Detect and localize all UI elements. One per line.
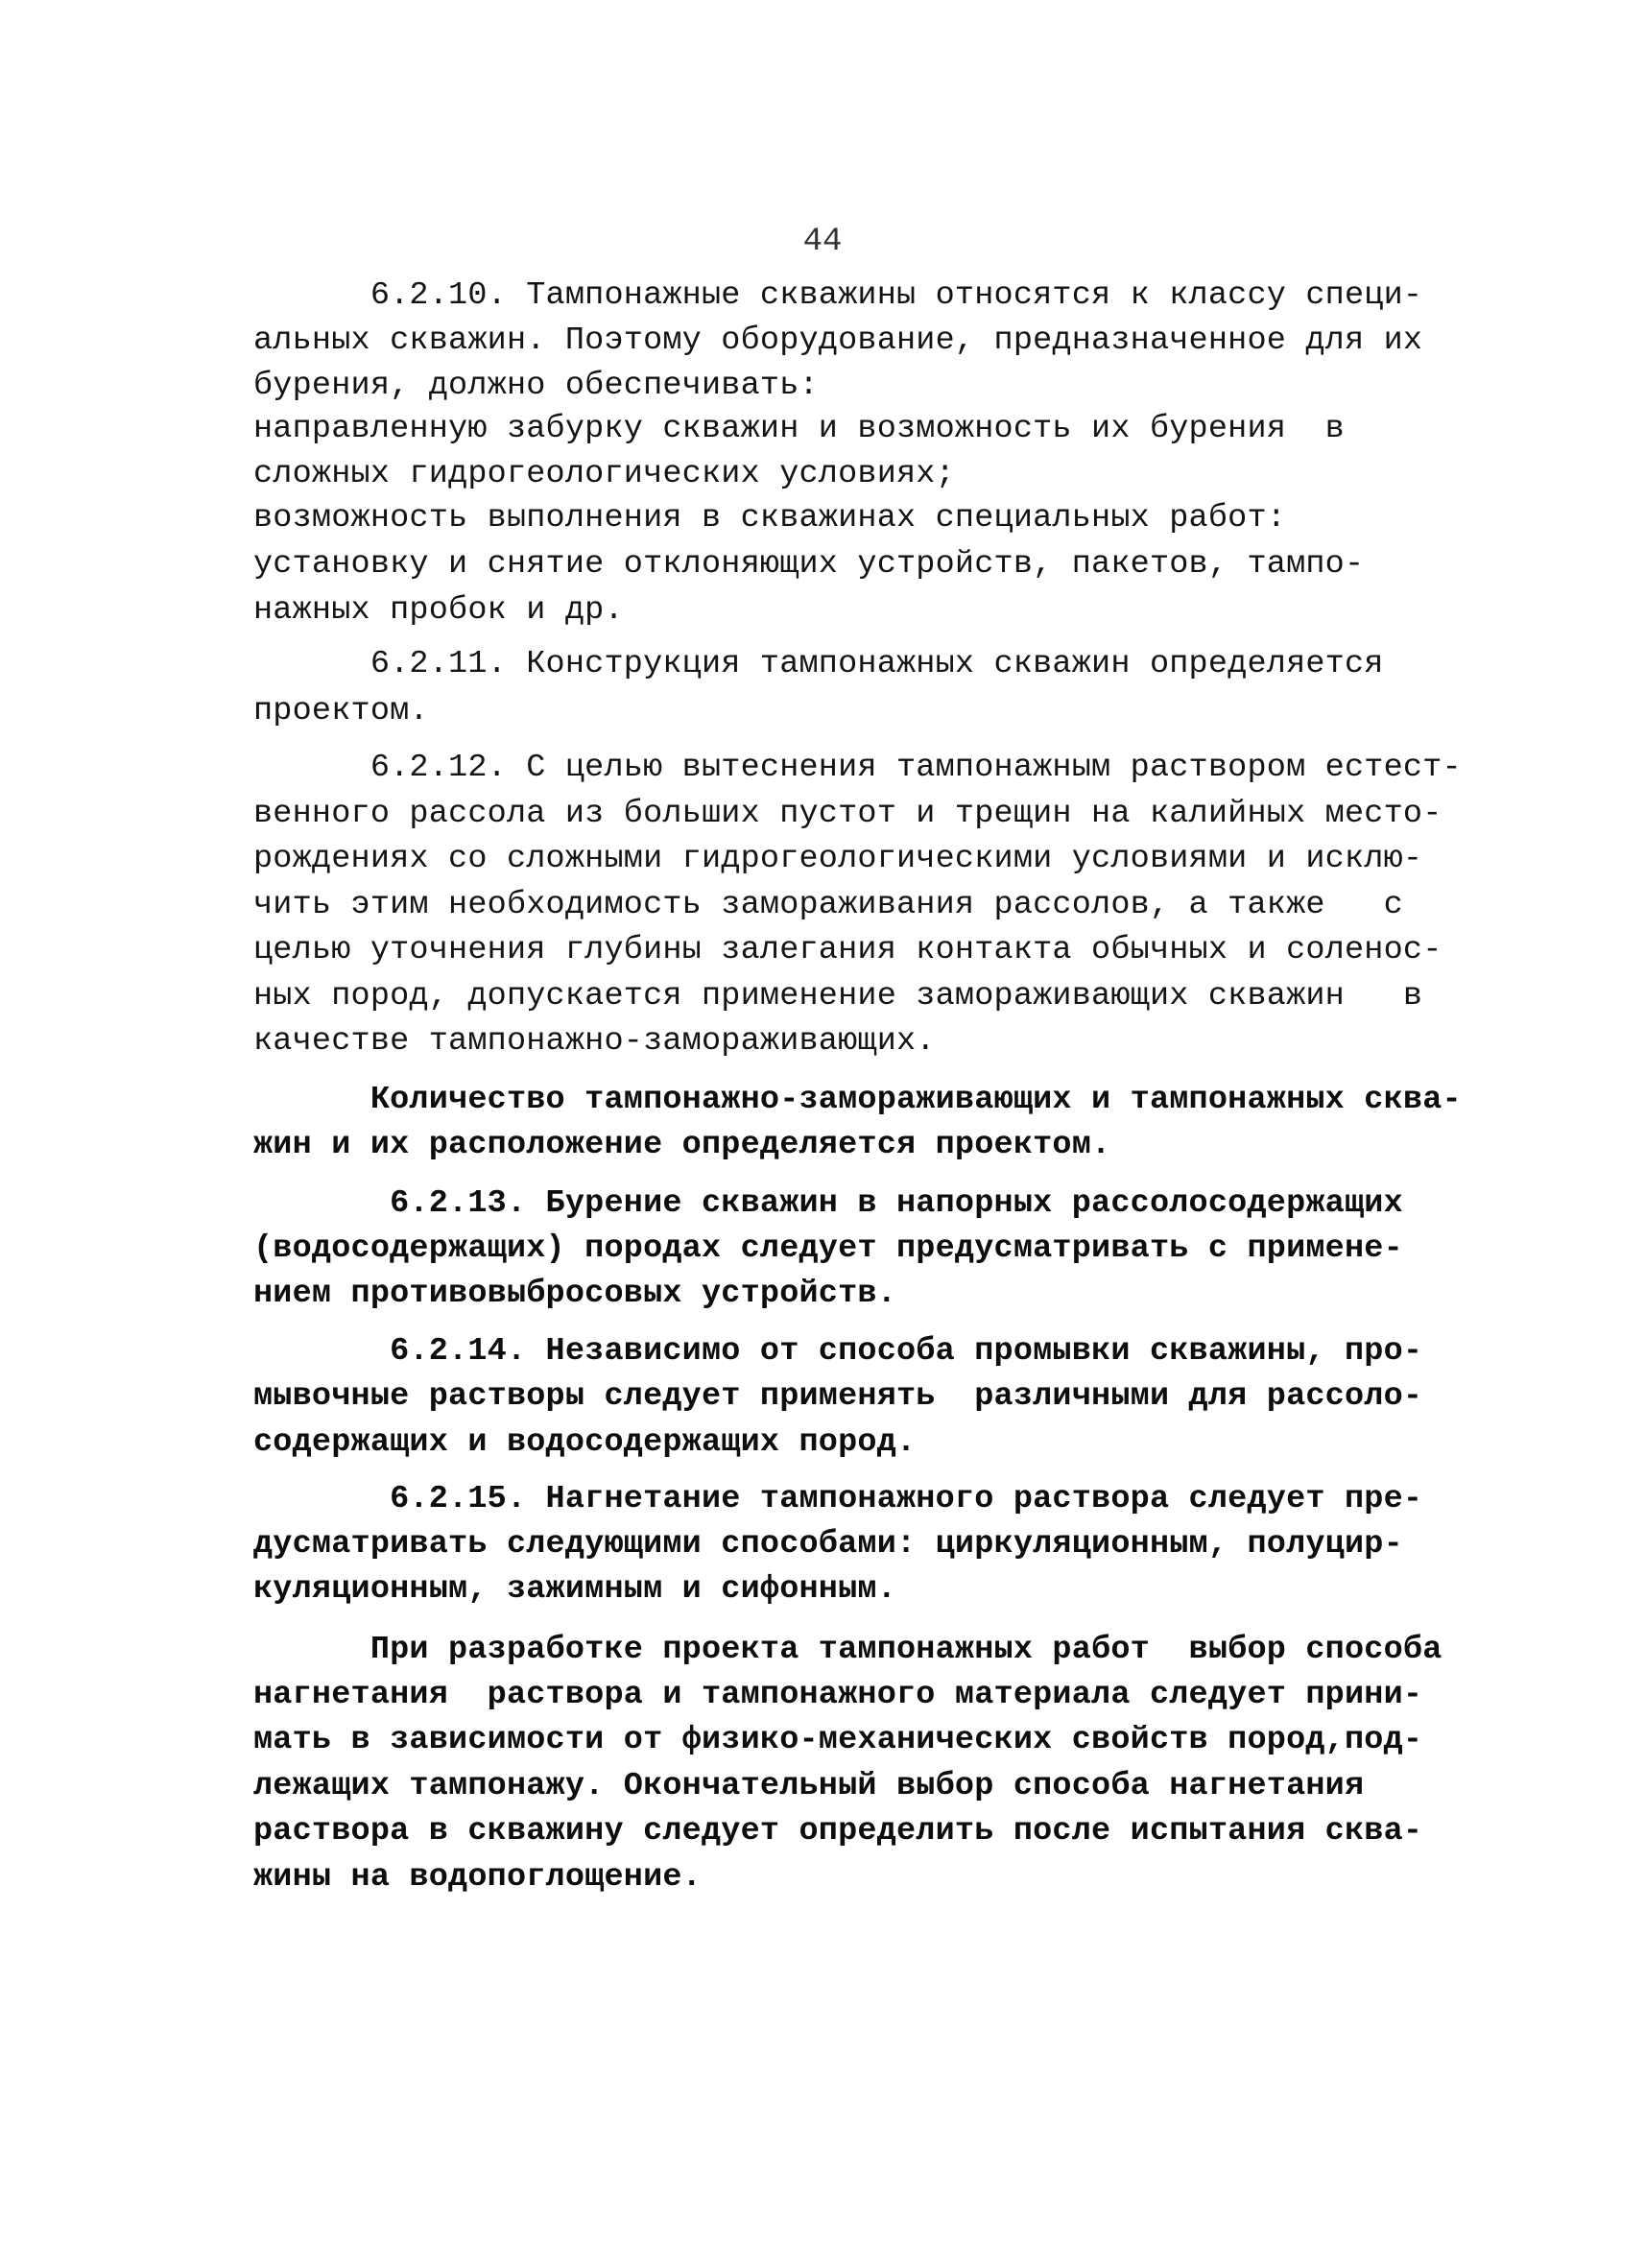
text-line: направленную забурку скважин и возможность их бурения в	[253, 411, 1345, 447]
text-line: 6.2.12. С целью вытеснения тампонажным раствором естест-	[253, 750, 1462, 786]
text-line: целью уточнения глубины залегания контакта обычных и соленос-	[253, 932, 1442, 968]
text-line: нием противовыбросовых устройств.	[253, 1276, 897, 1312]
text-line: жины на водопоглощение.	[253, 1859, 702, 1896]
text-line: (водосодержащих) породах следует предусматривать с примене-	[253, 1230, 1403, 1267]
text-line: Количество тампонажно-замораживающих и тампонажных сква-	[253, 1082, 1462, 1118]
text-line: 6.2.14. Независимо от способа промывки скважины, про-	[253, 1333, 1423, 1370]
text-line: нагнетания раствора и тампонажного материала следует прини-	[253, 1677, 1423, 1713]
text-line: установку и снятие отклоняющих устройств, пакетов, тампо-	[253, 546, 1365, 583]
text-line: При разработке проекта тампонажных работ выбор способа	[253, 1632, 1442, 1668]
text-line: 6.2.11. Конструкция тампонажных скважин определяется	[253, 646, 1384, 682]
text-line: мать в зависимости от физико-механических свойств пород,под-	[253, 1722, 1423, 1758]
text-line: качестве тампонажно-замораживающих.	[253, 1023, 936, 1060]
text-line: 6.2.13. Бурение скважин в напорных рассолосодержащих	[253, 1185, 1403, 1222]
text-line: венного рассола из больших пустот и трещин на калийных место-	[253, 796, 1442, 832]
text-line: содержащих и водосодержащих пород.	[253, 1424, 917, 1461]
text-line: альных скважин. Поэтому оборудование, предназначенное для их	[253, 322, 1423, 359]
text-line: рождениях со сложными гидрогеологическими условиями и исклю-	[253, 841, 1423, 877]
text-line: жин и их расположение определяется проектом.	[253, 1127, 1111, 1163]
text-line: бурения, должно обеспечивать:	[253, 368, 819, 404]
text-line: сложных гидрогеологических условиях;	[253, 456, 955, 492]
text-line: 6.2.15. Нагнетание тампонажного раствора следует пре-	[253, 1481, 1423, 1517]
text-line: мывочные растворы следует применять различными для рассоло-	[253, 1378, 1423, 1415]
text-line: раствора в скважину следует определить после испытания сква-	[253, 1813, 1423, 1850]
text-line: куляционным, зажимным и сифонным.	[253, 1571, 897, 1608]
text-line: чить этим необходимость замораживания рассолов, а также с	[253, 887, 1403, 923]
text-line: возможность выполнения в скважинах специальных работ:	[253, 500, 1287, 537]
text-line: 6.2.10. Тампонажные скважины относятся к классу специ-	[253, 277, 1423, 314]
text-line: проектом.	[253, 693, 429, 729]
text-line: дусматривать следующими способами: циркуляционным, полуцир-	[253, 1526, 1403, 1563]
text-line: ных пород, допускается применение замораживающих скважин в	[253, 978, 1423, 1015]
page-number: 44	[802, 224, 843, 260]
text-line: нажных пробок и др.	[253, 592, 624, 629]
text-line: лежащих тампонажу. Окончательный выбор способа нагнетания	[253, 1768, 1365, 1804]
